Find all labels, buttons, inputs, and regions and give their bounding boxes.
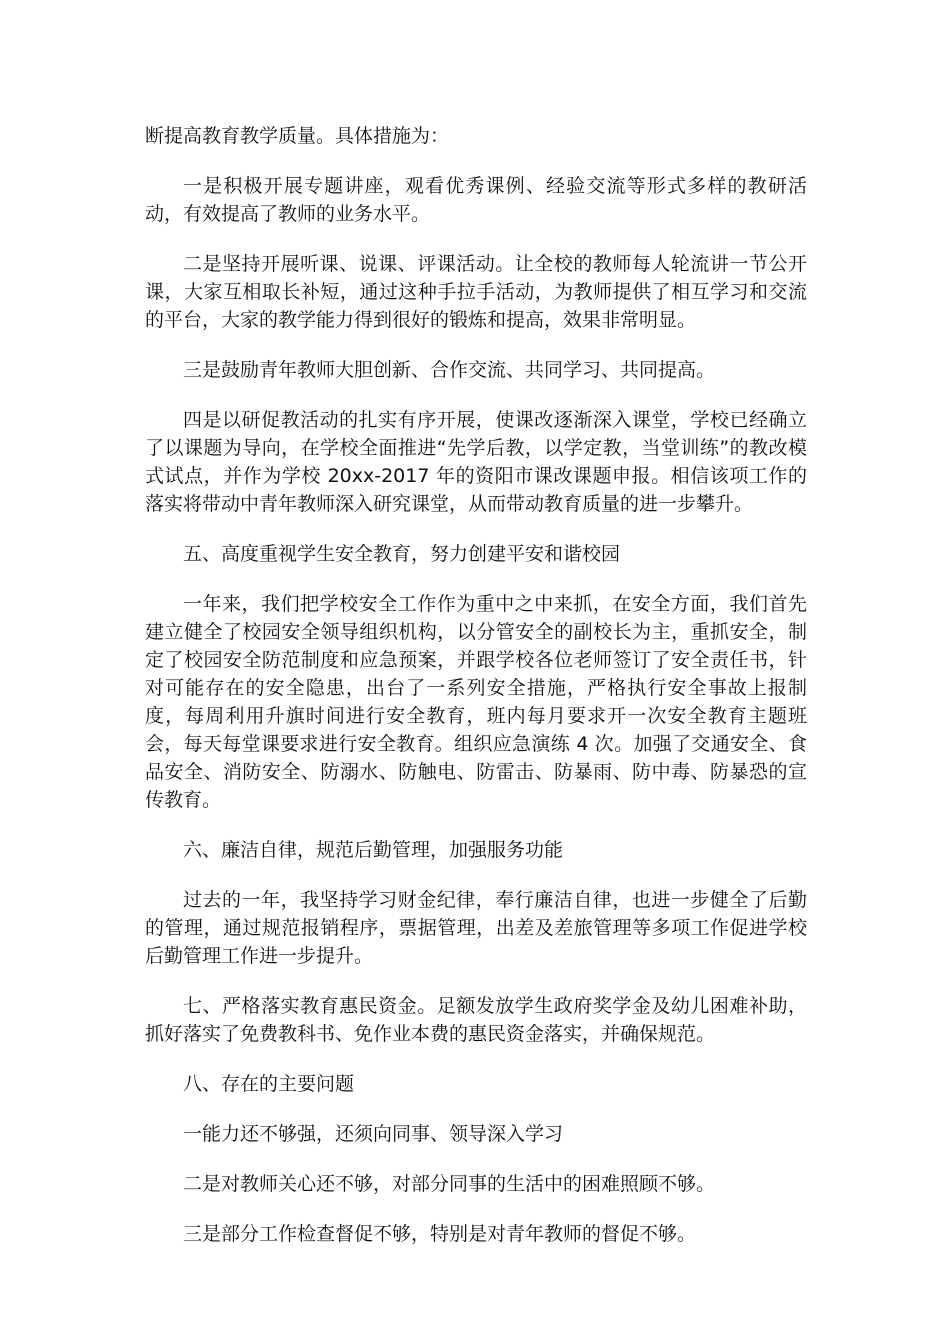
paragraph-safety: 一年来，我们把学校安全工作作为重中之中来抓，在安全方面，我们首先建立健全了校园安全领导组织机构，以分管安全的副校长为主，重抓安全，制定了校园安全防范制度和应急预案，并跟学校各位老师签订了安全责任书，针对可能存在的安全隐患，出台了一系列安全措施，严格执行安全事故上报制度，每周利用升旗时间进行安全教育，班内每月要求开一次安全教育主题班会，每天每堂课要求进行安全教育。组织应急演练 4 次。加强了交通安全、食品安全、消防安全、防溺水、防触电、防雷击、防暴雨、防中毒、防暴恐的宣传教育。 bbox=[145, 593, 807, 811]
paragraph-measure-3: 三是鼓励青年教师大胆创新、合作交流、共同学习、共同提高。 bbox=[183, 359, 716, 381]
paragraph-measure-4: 四是以研促教活动的扎实有序开展，使课改逐渐深入课堂，学校已经确立了以课题为导向，在学校全面推进“先学后教，以学定教，当堂训练”的教改模式试点，并作为学校 20xx-2017 年的资阳市课改课题申报。相信该项工作的落实将带动中青年教师深入研究课堂，从而带动教育质量的进一步攀升。 bbox=[145, 409, 807, 515]
section-heading-5: 五、高度重视学生安全教育，努力创建平安和谐校园 bbox=[183, 543, 621, 565]
paragraph-measure-1: 一是积极开展专题讲座，观看优秀课例、经验交流等形式多样的教研活动，有效提高了教师的业务水平。 bbox=[145, 175, 807, 225]
paragraph-measure-2: 二是坚持开展听课、说课、评课活动。让全校的教师每人轮流讲一节公开课，大家互相取长补短，通过这种手拉手活动，为教师提供了相互学习和交流的平台，大家的教学能力得到很好的锻炼和提高，效果非常明显。 bbox=[145, 253, 807, 331]
section-heading-6: 六、廉洁自律，规范后勤管理，加强服务功能 bbox=[183, 839, 564, 861]
paragraph-intro: 断提高教育教学质量。具体措施为： bbox=[145, 125, 450, 147]
document-body bbox=[145, 122, 807, 1270]
problem-item-3: 三是部分工作检查督促不够，特别是对青年教师的督促不够。 bbox=[183, 1223, 697, 1245]
section-heading-8: 八、存在的主要问题 bbox=[183, 1073, 355, 1095]
problem-item-2: 二是对教师关心还不够，对部分同事的生活中的困难照顾不够。 bbox=[183, 1173, 716, 1195]
paragraph-logistics: 过去的一年，我坚持学习财金纪律，奉行廉洁自律，也进一步健全了后勤的管理，通过规范报销程序，票据管理，出差及差旅管理等多项工作促进学校后勤管理工作进一步提升。 bbox=[145, 889, 807, 967]
problem-item-1: 一能力还不够强，还须向同事、领导深入学习 bbox=[183, 1123, 564, 1145]
section-heading-7: 七、严格落实教育惠民资金。足额发放学生政府奖学金及幼儿困难补助，抓好落实了免费教科书、免作业本费的惠民资金落实，并确保规范。 bbox=[145, 995, 807, 1045]
